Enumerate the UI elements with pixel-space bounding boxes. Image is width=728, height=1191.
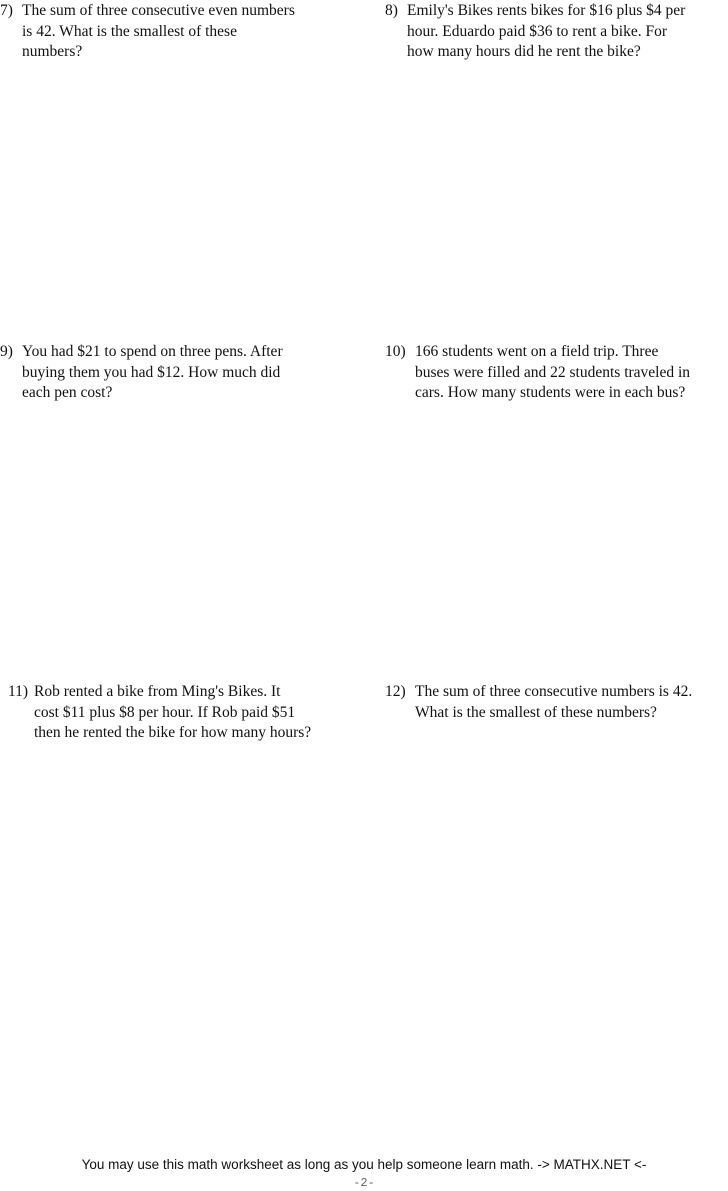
- problem-text: [385, 682, 692, 723]
- problem-line: You had $21 to spend on three pens. After: [22, 343, 283, 360]
- problem-text: [0, 1, 295, 63]
- problem-line: buses were filled and 22 students traveled in: [415, 363, 691, 381]
- problem-text: [8, 682, 311, 744]
- problem-line: hour. Eduardo paid $36 to rent a bike. For: [407, 22, 668, 40]
- problem-number: 8): [385, 2, 398, 19]
- problem-number: 7): [0, 2, 13, 19]
- problem-line: how many hours did he rent the bike?: [407, 43, 641, 60]
- problem-number: 11): [8, 683, 29, 700]
- problem-number: 10): [385, 343, 406, 360]
- problem-line: Rob rented a bike from Ming's Bikes. It: [34, 683, 281, 700]
- problem-10: [385, 342, 690, 404]
- footer-text: You may use this math worksheet as long as you help someone learn math. -> MATHX.NET <-: [81, 1157, 647, 1172]
- problem-line: 166 students went on a field trip. Three: [415, 343, 659, 360]
- problem-line: buying them you had $12. How much did: [22, 363, 281, 381]
- problem-line: then he rented the bike for how many hours?: [34, 724, 312, 741]
- problem-line: Emily's Bikes rents bikes for $16 plus $4 per: [407, 2, 686, 19]
- problem-line: The sum of three consecutive numbers is 42.: [415, 683, 693, 700]
- problem-line: What is the smallest of these numbers?: [415, 703, 657, 721]
- problem-text: [385, 1, 685, 63]
- problem-7: [0, 1, 295, 63]
- problem-line: cars. How many students were in each bus?: [415, 384, 686, 401]
- problem-number: 12): [385, 683, 406, 700]
- problem-8: [385, 1, 685, 63]
- problem-9: [0, 342, 283, 404]
- problem-text: [385, 342, 690, 404]
- page-number: -2-: [353, 1176, 375, 1190]
- problem-number: 9): [0, 343, 13, 360]
- problem-11: [8, 682, 311, 744]
- problem-line: is 42. What is the smallest of these: [22, 22, 237, 40]
- problem-line: numbers?: [22, 43, 83, 60]
- problem-line: each pen cost?: [22, 384, 113, 401]
- problem-line: cost $11 plus $8 per hour. If Rob paid $51: [34, 703, 296, 721]
- problem-12: [385, 682, 692, 723]
- problem-line: The sum of three consecutive even numbers: [22, 2, 295, 19]
- problem-text: [0, 342, 283, 404]
